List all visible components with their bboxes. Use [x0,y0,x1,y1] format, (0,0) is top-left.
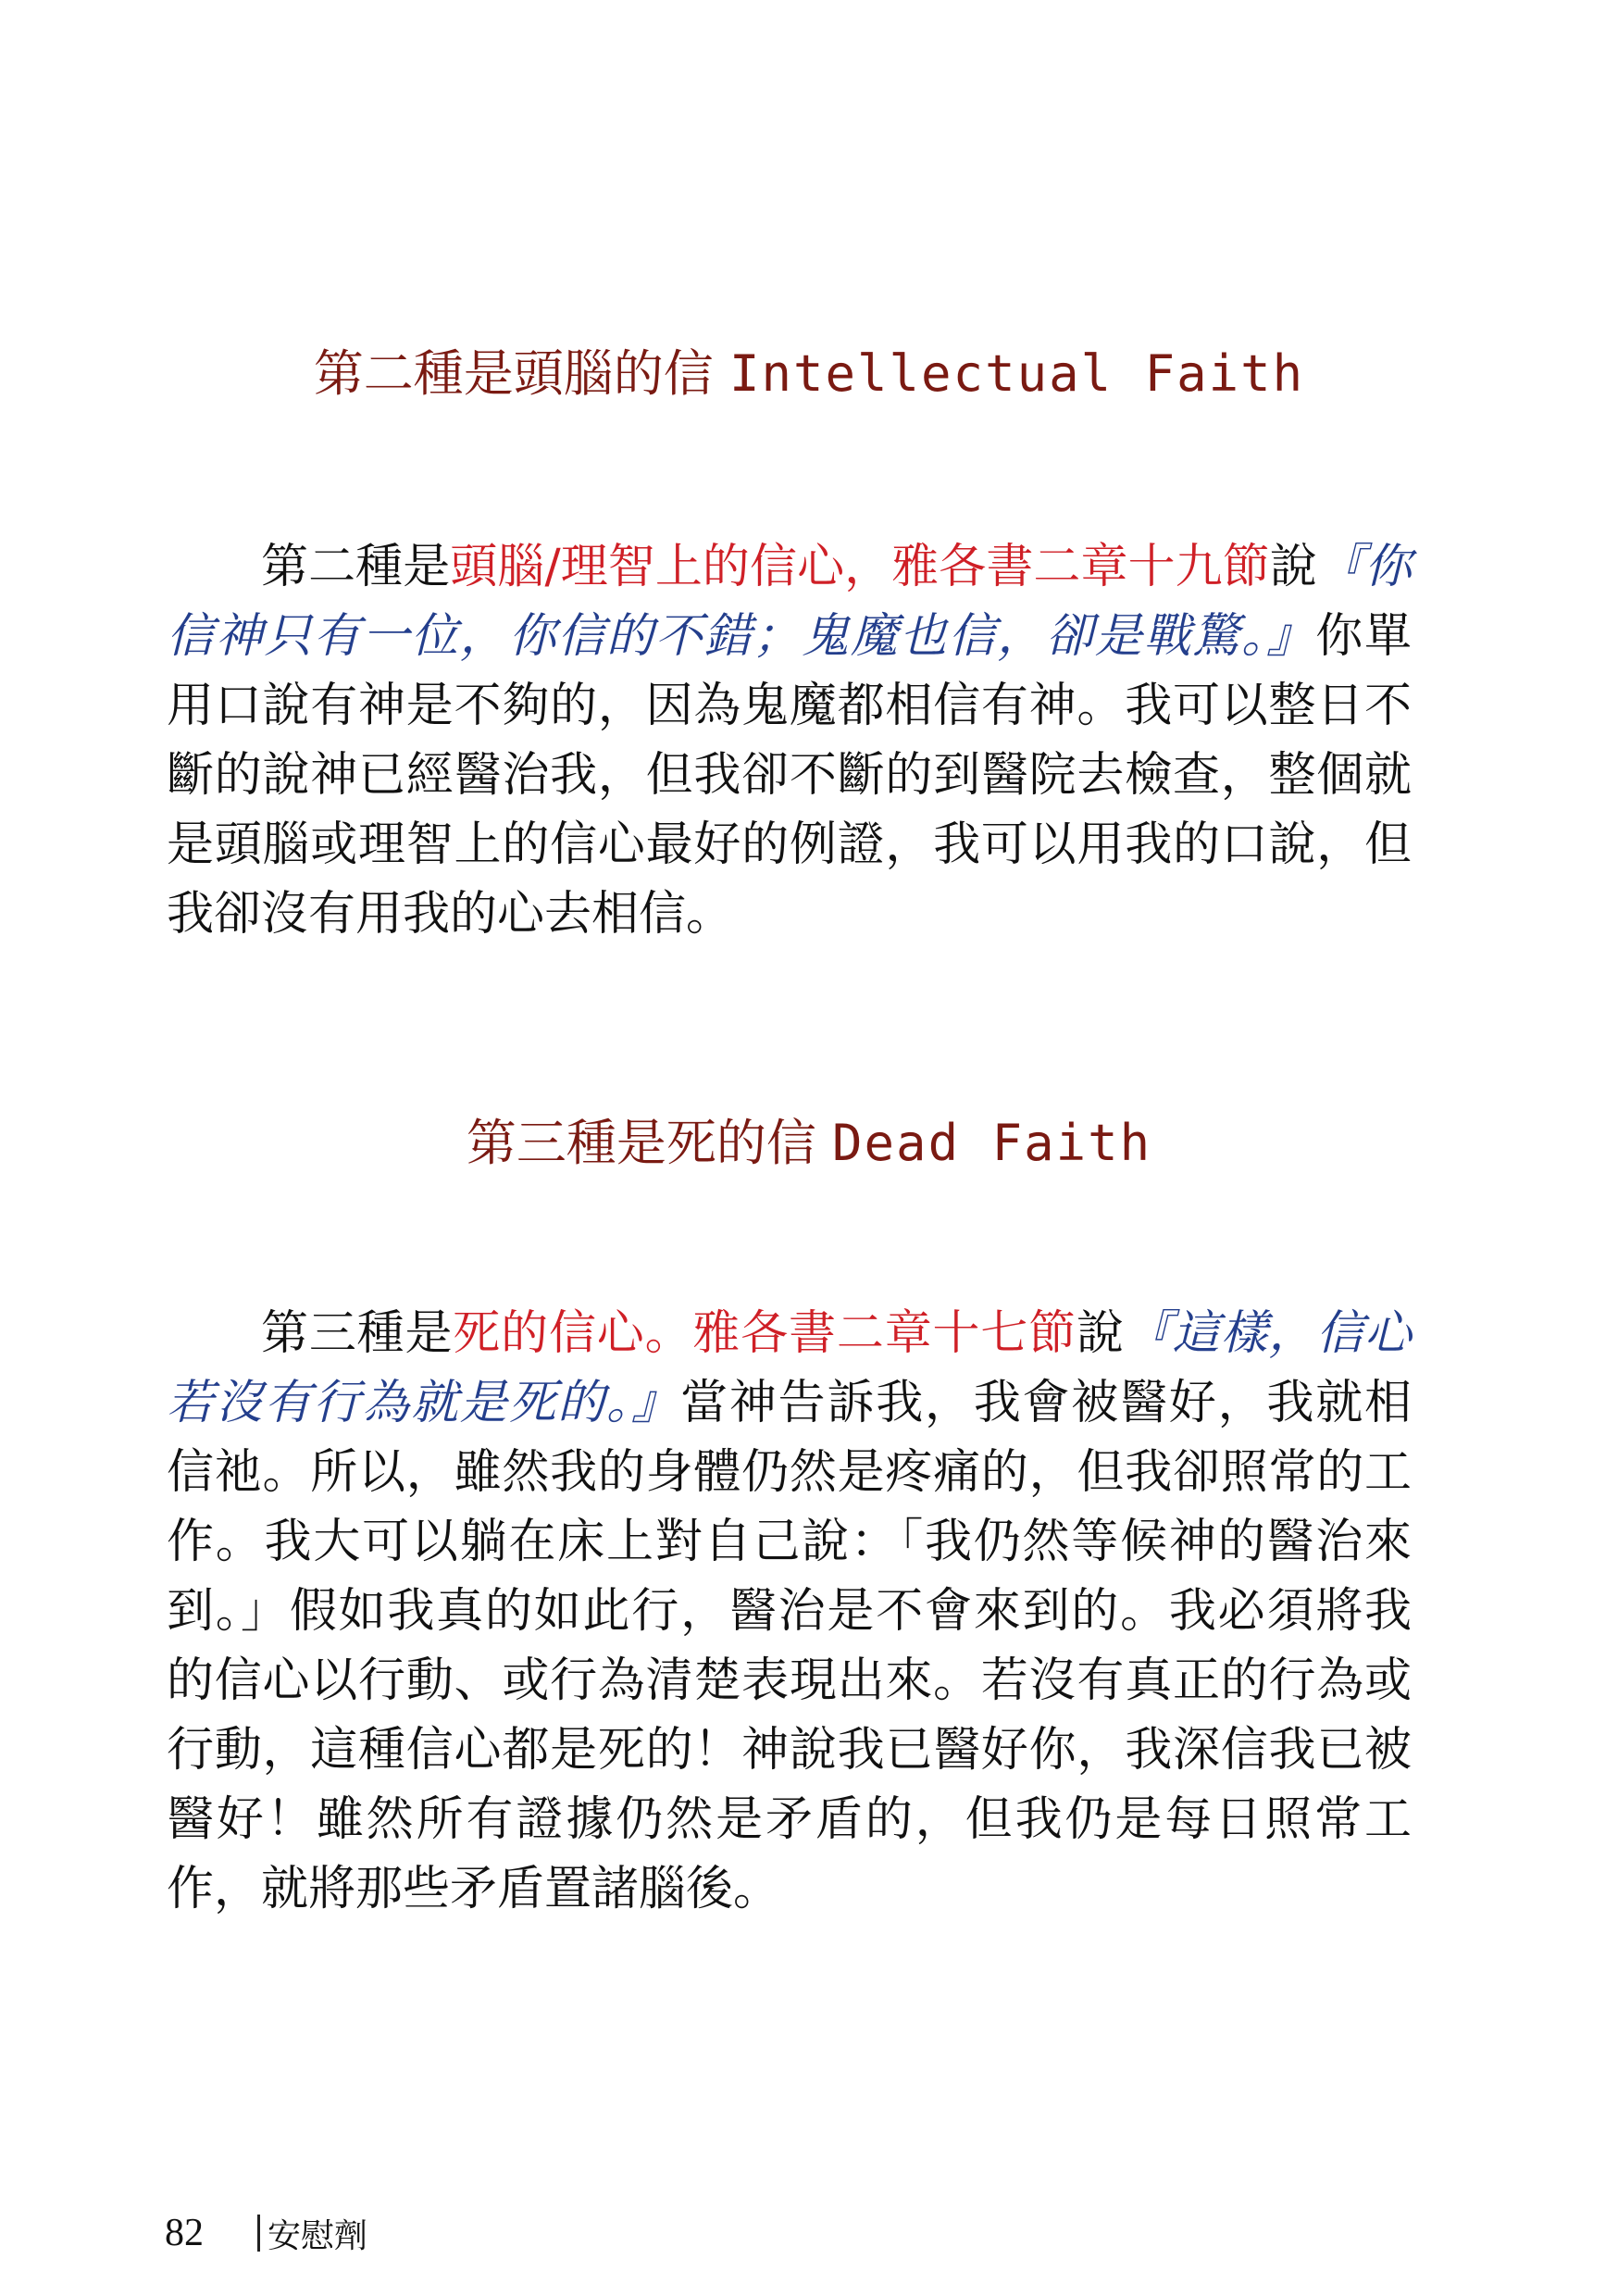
heading-zh: 第三種是死的信 [466,1114,816,1172]
scripture-quote: 『這樣，信心若沒有行為就是死的。』 [167,1306,1412,1430]
page-number: 82 [165,2212,204,2254]
page-footer [165,2207,367,2259]
para-say: 說 [1077,1306,1125,1361]
paragraph-dead-faith [167,1299,1412,1924]
para-lead: 第二種是 [261,540,451,594]
para-say: 說 [1269,540,1317,594]
para-lead: 第三種是 [261,1306,454,1361]
paragraph-intellectual-faith [167,532,1412,949]
section-heading-intellectual-faith [0,344,1618,405]
para-body: 當神告訴我，我會被醫好，我就相信祂。所以，雖然我的身體仍然是疼痛的，但我卻照常的工作。我大可以躺在床上對自己說：「我仍然等候神的醫治來到。」假如我真的如此行，醫治是不會來到的。我必須將我的信心以行動、或行為清楚表現出來。若沒有真正的行為或行動，這種信心都是死的！神說我已醫好你，我深信我已被醫好！雖然所有證據仍然是矛盾的，但我仍是每日照常工作，就將那些矛盾置諸腦後。 [167,1376,1412,1916]
footer-divider [257,2215,260,2252]
para-emphasis: 頭腦/理智上的信心，雅各書二章十九節 [450,540,1270,594]
scripture-quote: 『你信神只有一位，你信的不錯；鬼魔也信，卻是戰驚。』 [167,540,1412,664]
heading-en: Intellectual Faith [728,344,1305,403]
para-emphasis: 死的信心。雅各書二章十七節 [453,1306,1077,1361]
section-heading-dead-faith [0,1114,1618,1174]
heading-zh: 第二種是頭腦的信 [313,344,714,403]
heading-en: Dead Faith [832,1114,1152,1172]
book-title: 安慰劑 [268,2216,368,2255]
para-body: 你單用口說有神是不夠的，因為鬼魔都相信有神。我可以整日不斷的說神已經醫治我，但我卻不斷的到醫院去檢查，整個就是頭腦或理智上的信心最好的例證，我可以用我的口說，但我卻沒有用我的心去相信。 [167,609,1412,942]
